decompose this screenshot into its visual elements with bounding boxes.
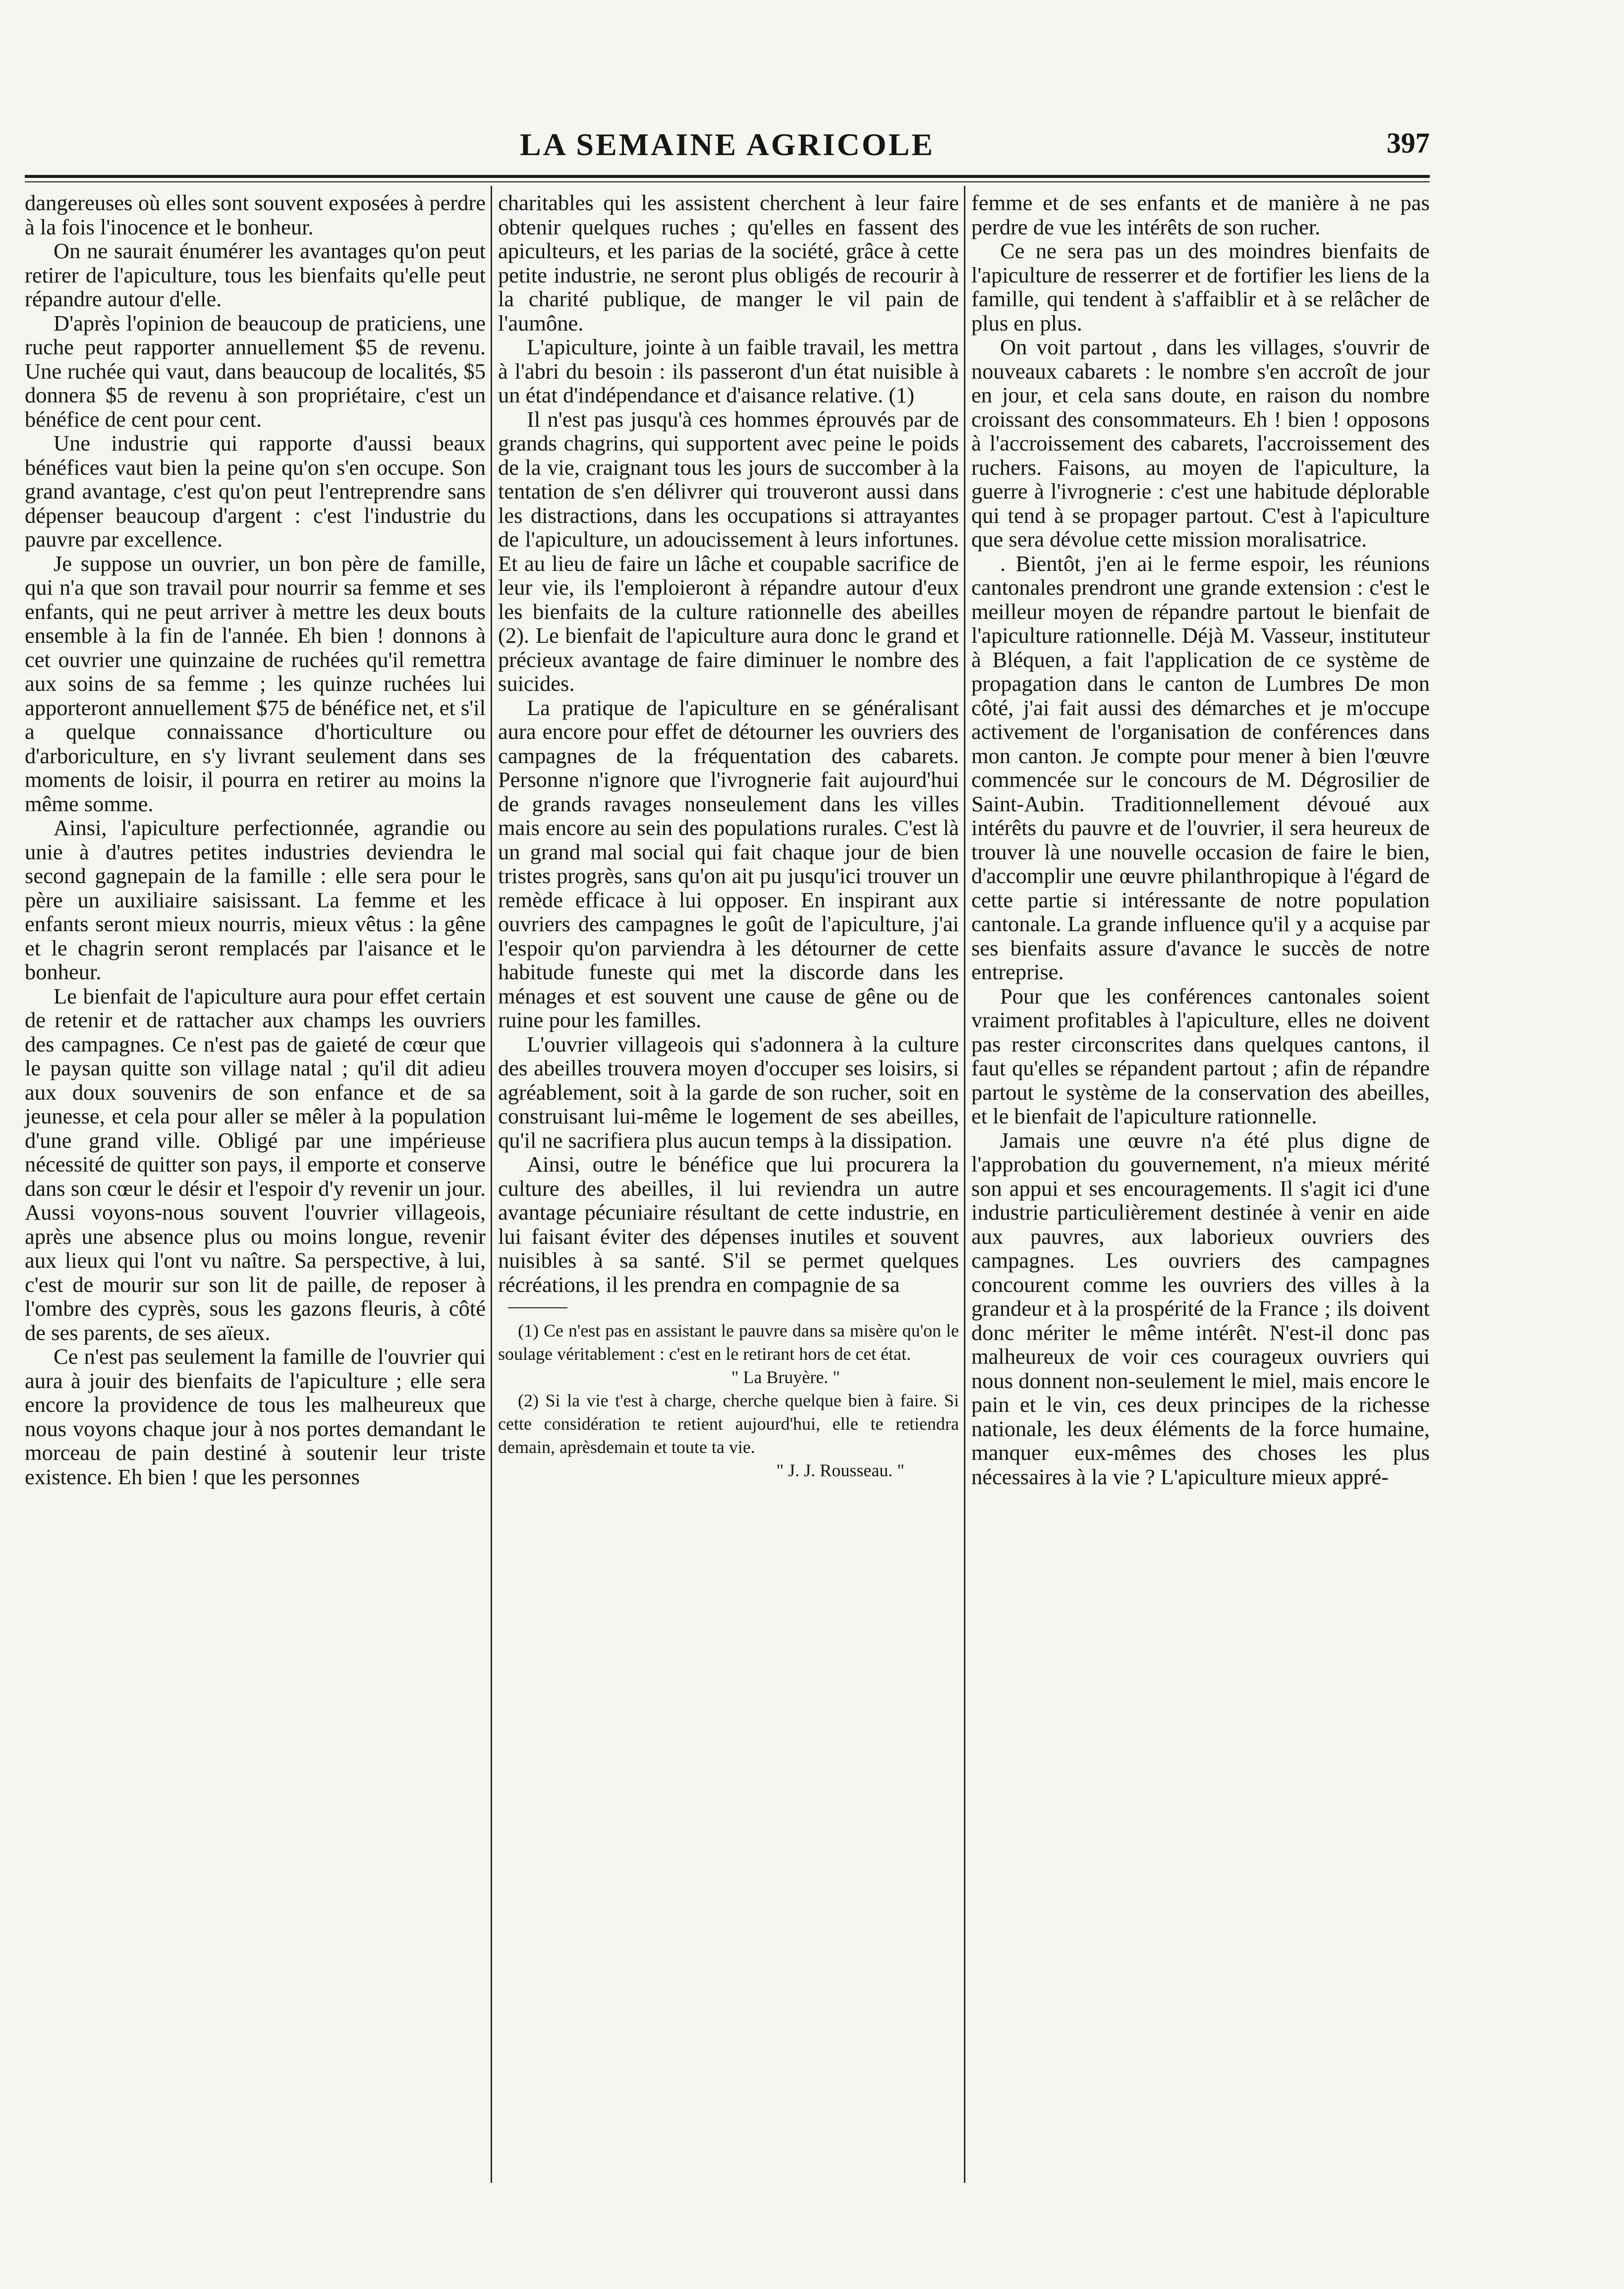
paragraph: Une industrie qui rapporte d'aussi beaux bénéfices vaut bien la peine qu'on s'en occupe. Son grand avantage, c'est qu'on peut l'entreprendre sans dépenser beaucoup d'argent : c'est l'industrie du pauvre par excellence.: [25, 431, 486, 552]
footnote-rule: [508, 1307, 567, 1308]
footnote-2-signature: " J. J. Rousseau. ": [776, 1460, 904, 1480]
paragraph: charitables qui les assistent cherchent à leur faire obtenir quelques ruches ; qu'elles en fassent des apiculteurs, et les parias de la société, grâce à cette petite industrie, ne seront plus obligés de recourir à la charité publique, de manger le vil pain de l'aumône.: [498, 190, 959, 335]
paragraph: dangereuses où elles sont souvent exposées à perdre à la fois l'inocence et le bonheur.: [25, 190, 486, 239]
paragraph: Je suppose un ouvrier, un bon père de famille, qui n'a que son travail pour nourrir sa femme et ses enfants, qui ne peut arriver à mettre les deux bouts ensemble à la fin de l'année. Eh bien ! donnons à cet ouvrier une quinzaine de ruchées qu'il remettra aux soins de sa femme ; les quinze ruchées lui apporteront annuellement $75 de bénéfice net, et s'il a quelque connaissance d'horticulture ou d'arboriculture, en s'y livrant seulement dans ses moments de loisir, il pourra en retirer au moins la même somme.: [25, 551, 486, 816]
column-1: [25, 191, 486, 1489]
paragraph: L'apiculture, jointe à un faible travail, les mettra à l'abri du besoin : ils passeront d'un état nuisible à un état d'indépendance et d'aisance relative. (1): [498, 335, 959, 407]
paragraph: Il n'est pas jusqu'à ces hommes éprouvés par de grands chagrins, qui supportent avec peine le poids de la vie, craignant tous les jours de succomber à la tentation de s'en délivrer qui trouveront aussi dans les distractions, dans les occupations si attrayantes de l'apiculture, un adoucissement à leurs infortunes. Et au lieu de faire un lâche et coupable sacrifice de leur vie, ils l'emploieront à répandre autour d'eux les bienfaits de la culture rationnelle des abeilles (2). Le bienfait de l'apiculture aura donc le grand et précieux avantage de faire diminuer le nombre des suicides.: [498, 406, 959, 696]
page-number: 397: [1387, 127, 1430, 159]
paragraph: L'ouvrier villageois qui s'adonnera à la culture des abeilles trouvera moyen d'occuper ses loisirs, si agréablement, soit à la garde de son rucher, soit en construisant lui-même le logement de ses abeilles, qu'il ne sacrifiera plus aucun temps à la dissipation.: [498, 1031, 959, 1153]
column-divider-2: [964, 186, 965, 2183]
paragraph: . Bientôt, j'en ai le ferme espoir, les réunions cantonales prendront une grande extension : c'est le meilleur moyen de répandre partout le bienfait de l'apiculture rationnelle. Déjà M. Vasseur, instituteur à Bléquen, a fait l'application de ce système de propagation dans le canton de Lumbres De mon côté, j'ai fait aussi des démarches et je m'occupe activement de l'organisation de conférences dans mon canton. Je compte pour mener à bien l'œuvre commencée sur le concours de M. Dégrosilier de Saint-Aubin. Traditionnellement dévoué aux intérêts du pauvre et de l'ouvrier, il sera heureux de trouver là une nouvelle occasion de faire le bien, d'accomplir une œuvre philanthropique à l'égard de cette partie si intéressante de notre population cantonale. La grande influence qu'il y a acquise par ses bienfaits assure d'avance le succès de notre entreprise.: [971, 551, 1430, 984]
paragraph: On voit partout , dans les villages, s'ouvrir de nouveaux cabarets : le nombre s'en accroît de jour en jour, et cela sans doute, en raison du nombre croissant des consommateurs. Eh ! bien ! opposons à l'accroissement des cabarets, l'accroissement des ruchers. Faisons, au moyen de l'apiculture, la guerre à l'ivrognerie : c'est une habitude déplorable qui tend à se propager partout. C'est à l'apiculture que sera dévolue cette mission moralisatrice.: [971, 335, 1430, 552]
paragraph: Ainsi, outre le bénéfice que lui procurera la culture des abeilles, il lui reviendra un autre avantage pécuniaire résultant de cette industrie, en lui faisant éviter des dépenses inutiles et souvent nuisibles à sa santé. S'il se permet quelques récréations, il les prendra en compagnie de sa: [498, 1152, 959, 1297]
paragraph: La pratique de l'apiculture en se généralisant aura encore pour effet de détourner les ouvriers des campagnes de la fréquentation des cabarets. Personne n'ignore que l'ivrognerie fait aujourd'hui de grands ravages nonseulement dans les villes mais encore au sein des populations rurales. C'est là un grand mal social qui fait chaque jour de bien tristes progrès, sans qu'on ait pu jusqu'ici trouver un remède efficace à lui opposer. En inspirant aux ouvriers des campagnes le goût de l'apiculture, j'ai l'espoir qu'on parviendra à les détourner de cette habitude funeste qui met la discorde dans les ménages et est souvent une cause de gêne ou de ruine pour les familles.: [498, 695, 959, 1032]
header-rule-thick: [25, 175, 1430, 178]
paragraph: On ne saurait énumérer les avantages qu'on peut retirer de l'apiculture, tous les bienfaits qu'elle peut répandre autour d'elle.: [25, 238, 486, 311]
footnote-1-signature: " La Bruyère. ": [731, 1367, 840, 1387]
header-rule-thin: [25, 181, 1430, 182]
page-header: [25, 126, 1430, 166]
paragraph: Ainsi, l'apiculture perfectionnée, agrandie ou unie à d'autres petites industries deviendra le second gagnepain de la famille : elle sera pour le père un auxiliaire saisissant. La femme et les enfants seront mieux nourris, mieux vêtus : la gêne et le chagrin seront remplacés par l'aisance et le bonheur.: [25, 815, 486, 984]
paragraph: D'après l'opinion de beaucoup de praticiens, une ruche peut rapporter annuellement $5 de revenu. Une ruchée qui vaut, dans beaucoup de localités, $5 donnera $5 de revenu à son propriétaire, c'est un bénéfice de cent pour cent.: [25, 310, 486, 432]
paragraph: Pour que les conférences cantonales soient vraiment profitables à l'apiculture, elles ne doivent pas rester circonscrites dans quelques cantons, il faut qu'elles se répandent partout ; afin de répandre partout le système de la conservation des abeilles, et le bienfait de l'apiculture rationnelle.: [971, 983, 1430, 1128]
footnotes: [498, 1319, 959, 1482]
column-2: [498, 191, 959, 1482]
footnote-2: (2) Si la vie t'est à charge, cherche quelque bien à faire. Si cette considération te retient aujourd'hui, elle te retiendra demain, aprèsdemain et toute ta vie.: [498, 1391, 959, 1457]
paragraph: Le bienfait de l'apiculture aura pour effet certain de retenir et de rattacher aux champs les ouvriers des campagnes. Ce n'est pas de gaieté de cœur que le paysan quitte son village natal ; qu'il dit adieu aux doux souvenirs de son enfance et de sa jeunesse, et cela pour aller se mêler à la population d'une grand ville. Obligé par une impérieuse nécessité de quitter son pays, il emporte et conserve dans son cœur le désir et l'espoir d'y revenir un jour. Aussi voyons-nous souvent l'ouvrier villageois, après une absence plus ou moins longue, revenir aux lieux qui l'ont vu naître. Sa perspective, à lui, c'est de mourir sur son lit de paille, de reposer à l'ombre des cyprès, sous les gazons fleuris, à côté de ses parents, de ses aïeux.: [25, 983, 486, 1345]
paragraph: femme et de ses enfants et de manière à ne pas perdre de vue les intérêts de son rucher.: [971, 190, 1430, 239]
paragraph: Ce ne sera pas un des moindres bienfaits de l'apiculture de resserrer et de fortifier les liens de la famille, qui tendent à s'affaiblir et à se relâcher de plus en plus.: [971, 238, 1430, 335]
column-3: [971, 191, 1430, 1489]
paragraph: Jamais une œuvre n'a été plus digne de l'approbation du gouvernement, n'a mieux mérité son appui et ses encouragements. Il s'agit ici d'une industrie particulièrement destinée à venir en aide aux pauvres, aux laborieux ouvriers des campagnes. Les ouvriers des campagnes concourent comme les ouvriers des villes à la grandeur et à la prospérité de la France ; ils doivent donc mériter le même intérêt. N'est-il donc pas malheureux de voir ces courageux ouvriers qui nous donnent non-seulement le miel, mais encore le pain et le vin, ces deux principes de la richesse nationale, les deux éléments de la force humaine, manquer eux-mêmes des choses les plus nécessaires à la vie ? L'apiculture mieux appré-: [971, 1127, 1430, 1489]
column-divider-1: [491, 186, 492, 2183]
running-title: LA SEMAINE AGRICOLE: [519, 127, 935, 162]
paragraph: Ce n'est pas seulement la famille de l'ouvrier qui aura à jouir des bienfaits de l'apiculture ; elle sera encore la providence de tous les malheureux que nous voyons chaque jour à nos portes demandant le morceau de pain destiné à soutenir leur triste existence. Eh bien ! que les personnes: [25, 1344, 486, 1489]
footnote-1: (1) Ce n'est pas en assistant le pauvre dans sa misère qu'on le soulage véritablement : c'est en le retirant hors de cet état.: [498, 1321, 959, 1364]
